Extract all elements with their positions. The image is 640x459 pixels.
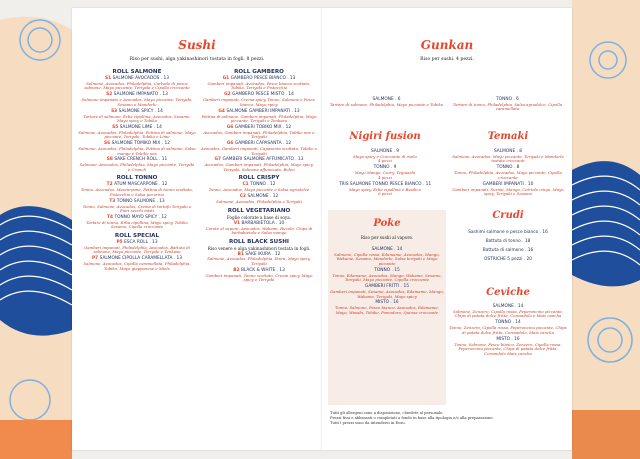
menu-item-title: SALMONE LIME . 14 (119, 124, 162, 130)
menu-item-title: SALMONE . 8 (494, 149, 522, 154)
menu-item (329, 98, 444, 107)
menu-item-code: V1 (233, 220, 242, 226)
menu-item (78, 158, 196, 172)
category-heading: ROLL GAMBERO (234, 69, 284, 75)
menu-item-code: C2 (239, 194, 248, 200)
menu-item-title: TONNO SALMONE . 13 (116, 198, 165, 204)
menu-item-title: BARBABIETOLA . 10 (241, 220, 285, 226)
menu-item-title: MISTO . 16 (375, 300, 399, 306)
menu-item-title: SAKE IKURA . 12 (245, 251, 281, 257)
menu-item-description: Salmone, Avocados, Philadelphia e Teriyaki (216, 199, 302, 205)
menu-item-description: Fettina di salmone, Gamberi impanati, Philadelphia, Mayo piccante, Teriyaki e Tenkasu (201, 113, 317, 124)
menu-item-title: SALMONE IMPANATO . 13 (113, 92, 168, 98)
menu-item-code: T4 (107, 214, 115, 220)
category-heading: ROLL VEGETARIANO (227, 207, 291, 214)
menu-item-description: Gamberi impanati, Philadelphia, Avocados, Battuto di salmone, Mayo piccante, Teriyaki e Tenkasu (84, 244, 190, 255)
menu-item-title: SALMONE . 14 (492, 304, 524, 309)
menu-item (200, 110, 318, 124)
category-heading: ROLL CRISPY (238, 175, 280, 182)
menu-item-description: Gamberi impanati, Surimi, Mango, Cetriolo cinqu, Mayo spicy, Teriyaki e Sesamo (452, 186, 564, 197)
menu-item-title: GAMBERI SALMONE AFFUMICATO . 13 (222, 157, 304, 163)
menu-item-description: Avocados, Gamberi impanati, Philadelphia, Tobiko mix e Teriyaki (203, 129, 315, 140)
gunkan-item-box (329, 98, 444, 114)
menu-item-code: G1 (222, 76, 231, 81)
menu-item (200, 269, 318, 283)
menu-item-description: Tartare di tonno, Philadelphia, Salsa agrodolce, Cipolla caramellata (452, 101, 563, 112)
menu-item-description: Mayo spicy e Croccante di ruolo (353, 153, 417, 159)
menu-item-code: G6 (226, 141, 235, 147)
menu-item-code: B1 (237, 251, 246, 257)
gunkan-subtitle: Riso per sushi. 4 pezzi. (420, 57, 474, 62)
menu-item (200, 126, 318, 140)
menu-item-code: G6 (226, 124, 235, 130)
menu-item-description: Salmone, Avocados, Philadelphia, Mayo piccante, Teriyaki e Crunch (79, 162, 195, 172)
menu-item-title: ATUM MASCARPONE . 12 (114, 182, 168, 188)
menu-item (448, 150, 568, 164)
menu-item-code: P7 (92, 256, 100, 262)
footer-notes (330, 411, 530, 426)
menu-item-description: Salmone, Avocados, Philadelphia, Carlvale di pesce salmone, Mayo piccante, Teriyaki e Cipolla croccante (84, 80, 190, 91)
menu-item-title: GAMBERI CAPASANTA . 12 (234, 141, 292, 147)
menu-item-description: Tonno, Edamame, Avocados, Mango, Wakame, Sesamo, Teriyaki, Mayo piccante, Cipolla croccante (332, 272, 442, 283)
menu-item-title: SALMONE GAMBERI IMPANATI . 13 (226, 108, 300, 114)
sushi-title: Sushi (178, 38, 216, 52)
menu-item (448, 166, 568, 180)
crudi-title: Crudi (492, 210, 524, 221)
category-heading: ROLL BLACK SUSHI (228, 238, 290, 245)
menu-item-title: SALMONE . 6 (372, 97, 401, 102)
gunkan-item-box (450, 98, 565, 114)
category-heading: ROLL SALMONE (112, 69, 162, 75)
menu-item (78, 126, 196, 140)
menu-item-description: Avocados, Gamberi impanati, Philadelphia, Mayo spicy, Teriyaki, Salmone affumicato, Boleo (204, 162, 314, 172)
poke-subtitle: Riso per sushi al vapore. (360, 235, 414, 240)
menu-item-code: G2 (224, 92, 233, 98)
menu-item-description: Tonno, Zenzero, Cipolla rossa, Peperoncino piccante, Chips di patata dolce fritta, Coriandolo, Mais cancha (449, 325, 567, 335)
menu-item (330, 285, 444, 299)
menu-item (448, 183, 568, 197)
menu-item-description: Tonno, Salmone, Avocados, Crema di tartufo Teriyaki e Fiori secchi misti (82, 203, 192, 214)
menu-item-description: Tonno, Salmone, Pesce bianco, Avocados, Edamame, Mayo, Wasabi, Tobiko, Pomodoro, Quinoa croccante (335, 305, 439, 315)
temaki-title: Temaki (487, 131, 529, 142)
footer-line: Tutti gli allergeni sono a disposizione, chiedete al personale. (330, 411, 444, 415)
menu-item (78, 110, 196, 124)
menu-item-extra: 4 pezzi (378, 158, 392, 164)
menu-item (330, 248, 444, 266)
menu-item-title: SALMONE TOMIKO MIX . 12 (111, 141, 170, 147)
menu-item-description: Tonno, Philadelphia, Avocados, Mayo piccante, Cipolla croccante (454, 170, 562, 180)
menu-item-code: T2 (106, 182, 115, 188)
menu-item (78, 200, 196, 214)
menu-item-title: ESCA ROLL . 13 (124, 239, 158, 245)
crudi-list (448, 230, 568, 266)
menu-item-description: Salmone, Avocados, Philadelphia, Fettina di salmone, Salsa mango e Tobiko mix (78, 146, 196, 156)
menu-item-title: SALMONE SPICY . 14 (118, 108, 163, 114)
ceviche-title: Ceviche (486, 287, 530, 298)
temaki-list (448, 150, 568, 199)
menu-item-code: S2 (106, 92, 114, 98)
footer-line: Tutti i prezzi sono da intendersi in Euro. (330, 420, 406, 425)
menu-item-description: Gamberi impanati, Sesamo, Avocados, Edamame, Mango, Wakame, Teriyaki, Mayo spicy (330, 289, 444, 299)
crudi-price-line: OSTRICHE 5 pezzi . 20 (483, 257, 533, 262)
menu-item-description: Salmone, Cipolla rossa, Edamame, Avocados, Mango, Wakame, Sesamo, Mandorle, Salsa teriyaki e Mayo piccante (334, 251, 440, 266)
menu-item-title: MISTO . 16 (496, 336, 520, 342)
menu-item-code: C1 (242, 182, 251, 188)
menu-item-title: SALMONE . 14 (371, 247, 403, 252)
poke-title: Poke (373, 218, 401, 229)
menu-item (448, 305, 568, 319)
menu-item (326, 150, 444, 164)
menu-item (330, 269, 444, 283)
menu-item-description: Gamberi impanati, Tonno scottato, Cream spicy, Mayo spicy e Teriyaki (205, 272, 313, 283)
menu-item-title: GAMBERO PESCE BIANCO . 13 (230, 76, 296, 81)
menu-item (78, 142, 196, 156)
menu-item (448, 321, 568, 335)
menu-item-description: Salmone, Avocados, Mayo piccante, Teriyaki e Mandorle tostate croccanti (452, 153, 564, 164)
menu-item-title: SALMONE AVOCADOS . 13 (112, 76, 169, 81)
footer-line: Prezzi fissi e abbassati o completati a fondo in base alla tipologia e/o alla preparazione. (330, 415, 494, 420)
menu-item (200, 93, 318, 107)
menu-item-extra: 4 pezzi (378, 174, 392, 180)
category-heading: ROLL TONNO (116, 175, 158, 182)
menu-item-title: TONNO . 14 (495, 320, 521, 326)
menu-item-description: Tonno, Salmone, Pesce bianco, Zenzero, Cipolla rossa, Peperoncino piccante, Chips di patata dolce fritta, Coriandolo Mais cancha (454, 341, 562, 356)
category-heading: ROLL SPECIAL (114, 232, 160, 239)
menu-item (326, 166, 444, 180)
menu-item-description: Salmone, Zenzero, Cipolla rossa, Peperoncino piccante, Chips di patata dolce fritta, Coriandolo e Mais cancha (453, 308, 563, 319)
menu-item-title: TONNO . 12 (250, 182, 276, 188)
sushi-subtitle: Riso per sushi, alga yakinashinori tostata in fogli. 8 pezzi. (129, 57, 265, 62)
menu-item-title: TONNO MAYO SPICY . 12 (114, 214, 167, 220)
menu-item-description: Tonno, Avocados, Mascarpone, Fettina di tonno scottato, Pistacchio e Salsa pecorino (80, 187, 194, 197)
menu-item-description: Salmone impanato e Avocados, Mayo piccante, Teriyaki, Sesamo e Mandorle (81, 97, 193, 107)
menu-item-code: S8 (106, 157, 115, 163)
menu-item-title: TONNO . 6 (496, 97, 519, 102)
menu-item-title: GAMBERI IMPANATI . 10 (482, 181, 534, 187)
sushi-right-column (200, 66, 318, 285)
crudi-price-line: Battuta di tonno . 18 (485, 239, 531, 244)
menu-item-description: Salmone, Avocados, Philadelphia, Fettina di salmone, Mayo piccante, Teriyaki, Tobiko e Lime (78, 129, 196, 140)
menu-item-description: Carote al vapore, Avocados, Wakami, Rucola, Chips di barbabietola e Salsa mango (205, 225, 313, 236)
menu-item-code: G7 (214, 157, 223, 163)
menu-item-title: SALMONE . 12 (247, 194, 279, 200)
menu-item (78, 183, 196, 197)
menu-item-description: Tartare di salmone, Erba cipollina, Avocados, Sesamo, Mayo spicy e Tobiko (83, 113, 191, 124)
menu-item-code: S1 (105, 76, 113, 81)
menu-item (200, 195, 318, 204)
menu-item-title: SALMONE CIPOLLA CARAMELLATA . 13 (99, 256, 182, 262)
crudi-price-line: Battuta di salmone . 16 (482, 248, 534, 253)
menu-item-code: T3 (109, 198, 117, 204)
menu-item-description: Avocados, Gamberi impanati, Capasanta scottata, Tobiko e Teriyaki (200, 146, 318, 156)
sushi-left-column (78, 66, 196, 273)
gunkan-list (326, 98, 568, 114)
menu-item-title: TONNO . 9 (373, 165, 397, 171)
poke-list (330, 248, 444, 318)
menu-item-code: S3 (111, 108, 119, 114)
menu-item-code: S6 (104, 141, 112, 147)
menu-item (200, 183, 318, 192)
menu-item (78, 93, 196, 107)
menu-item-description: Mayo spicy, Erba cipollina e Basilico (349, 186, 421, 192)
menu-item (78, 216, 196, 230)
nigiri-list (326, 150, 444, 199)
menu-item-description: Tartare di salmone, Philadelphia, Mayo piccante e Tobiko (329, 101, 444, 107)
menu-item-title: SAKE CRENCH ROLL . 11 (114, 157, 168, 163)
menu-item-description: Gamberi impanati, Avocados, Pesce bianco scottato, Tobiko, Teriyaki e Pistacchio (207, 80, 311, 91)
menu-item-title: BLACK & WHITE . 13 (240, 267, 285, 273)
nigiri-title: Nigiri fusion (349, 131, 421, 142)
menu-item (330, 301, 444, 315)
menu-item (448, 338, 568, 356)
menu-item (78, 257, 196, 271)
crudi-price-line: Sashimi salmone e pesce bianco . 16 (468, 230, 548, 235)
menu-item-description: Tartare di tonno, Erba cipollina, Mayo spicy, Tobiko Sesamo, Cipolla croccante (86, 219, 188, 230)
menu-item-title: TONNO . 8 (496, 165, 520, 171)
menu-item-title: GAMBERO PESCE MISTO . 14 (232, 92, 294, 98)
menu-item-code: G4 (218, 108, 227, 114)
menu-item (450, 98, 565, 112)
menu-item-extra: 6 pezzi (378, 191, 392, 197)
menu-item-description: Salmone, Avocados, Cipolla caramellata, Philadelphia, Tobiko, Mayo giapponese e Miele (83, 261, 191, 271)
menu-item-description: Salmone, Avocados, Philadelphia, Ikura, Mayo spicy, Teriyaki (207, 256, 311, 266)
menu-item-description: Tonno, Avocados, Mayo piccante e Salsa agrodolce (208, 187, 310, 193)
menu-item-description: Mayo Mango, Curry, Teguiashi (354, 170, 416, 176)
category-subtitle: Riso venere e alga yakinashinori tostata in fogli. (207, 245, 311, 251)
menu-item-title: TONNO . 15 (374, 267, 400, 273)
menu-item (200, 77, 318, 91)
menu-item-title: SALMONE . 9 (371, 149, 399, 154)
ceviche-list (448, 305, 568, 358)
menu-item (200, 142, 318, 156)
menu-item-description: Gamberi impanati, Crema spicy, Tonno, Salmone e Pesce bianco, Mayo spicy (202, 97, 316, 107)
menu-item-code: P5 (116, 239, 125, 245)
gunkan-title: Gunkan (420, 38, 474, 52)
menu-item-code: S5 (112, 124, 120, 130)
category-subtitle: Foglie colorate a base di soya. (226, 214, 292, 220)
menu-item-title: TRIS SALMONE TONNO PESCE BIANCO . 11 (338, 181, 432, 187)
menu-item (78, 241, 196, 255)
menu-item-title: GAMBERI TOBIKO MIX . 12 (234, 124, 292, 130)
menu-item (200, 222, 318, 236)
menu-item (200, 158, 318, 172)
menu-item-code: B2 (233, 267, 241, 273)
menu-item (200, 253, 318, 267)
menu-item-title: GAMBERI FRITTI . 15 (365, 284, 409, 290)
menu-item (78, 77, 196, 91)
menu-item (326, 183, 444, 197)
